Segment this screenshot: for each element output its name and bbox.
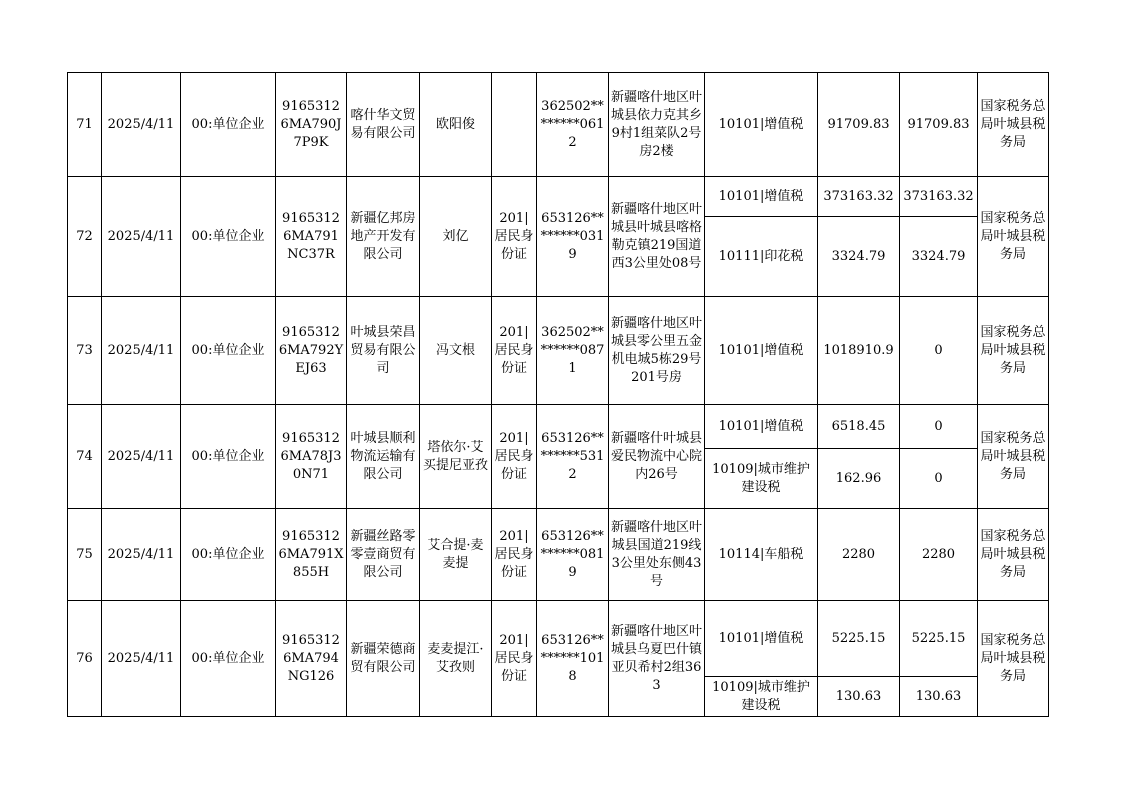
amount-unpaid-cell: 0 [900,405,978,449]
tax-arrears-table [67,72,1049,717]
row-number-cell: 76 [68,601,102,717]
amount-due-cell: 5225.15 [818,601,900,677]
address-cell: 新疆喀什地区叶城县国道219线3公里处东侧43号 [609,509,705,601]
row-number-cell: 71 [68,73,102,177]
address-cell: 新疆喀什地区叶城县叶城县喀格勒克镇219国道西3公里处08号 [609,177,705,297]
row-number-cell: 74 [68,405,102,509]
table-row [68,297,1049,405]
address-cell: 新疆喀什地区叶城县零公里五金机电城5栋29号201号房 [609,297,705,405]
amount-unpaid-cell: 2280 [900,509,978,601]
id-type-cell: 201|居民身份证 [492,177,537,297]
taxpayer-type-cell: 00:单位企业 [181,405,276,509]
date-cell: 2025/4/11 [102,177,181,297]
legal-rep-cell: 塔依尔·艾买提尼亚孜 [420,405,492,509]
credit-code-cell: 91653126MA794NG126 [276,601,347,717]
date-cell: 2025/4/11 [102,405,181,509]
amount-unpaid-cell: 130.63 [900,677,978,717]
amount-unpaid-cell: 5225.15 [900,601,978,677]
row-number-cell: 75 [68,509,102,601]
amount-due-cell: 162.96 [818,449,900,509]
taxpayer-type-cell: 00:单位企业 [181,297,276,405]
address-cell: 新疆喀什地区叶城县依力克其乡9村1组菜队2号房2楼 [609,73,705,177]
table-row [68,73,1049,177]
company-name-cell: 新疆荣德商贸有限公司 [347,601,420,717]
amount-due-cell: 3324.79 [818,217,900,297]
tax-item-cell: 10101|增值税 [705,73,818,177]
amount-unpaid-cell: 3324.79 [900,217,978,297]
credit-code-cell: 91653126MA791X855H [276,509,347,601]
legal-rep-cell: 艾合提·麦麦提 [420,509,492,601]
tax-item-cell: 10101|增值税 [705,177,818,217]
company-name-cell: 叶城县顺利物流运输有限公司 [347,405,420,509]
date-cell: 2025/4/11 [102,509,181,601]
tax-office-cell: 国家税务总局叶城县税务局 [978,601,1049,717]
id-type-cell: 201|居民身份证 [492,297,537,405]
amount-unpaid-cell: 373163.32 [900,177,978,217]
tax-office-cell: 国家税务总局叶城县税务局 [978,297,1049,405]
legal-rep-cell: 欧阳俊 [420,73,492,177]
company-name-cell: 新疆亿邦房地产开发有限公司 [347,177,420,297]
id-number-cell: 362502********0612 [537,73,609,177]
date-cell: 2025/4/11 [102,297,181,405]
row-number-cell: 73 [68,297,102,405]
table-row [68,509,1049,601]
legal-rep-cell: 麦麦提江·艾孜则 [420,601,492,717]
company-name-cell: 叶城县荣昌贸易有限公司 [347,297,420,405]
table-row [68,405,1049,449]
tax-office-cell: 国家税务总局叶城县税务局 [978,509,1049,601]
company-name-cell: 新疆丝路零零壹商贸有限公司 [347,509,420,601]
amount-due-cell: 130.63 [818,677,900,717]
tax-item-cell: 10114|车船税 [705,509,818,601]
id-number-cell: 653126********0819 [537,509,609,601]
amount-unpaid-cell: 0 [900,449,978,509]
date-cell: 2025/4/11 [102,73,181,177]
id-type-cell: 201|居民身份证 [492,601,537,717]
amount-unpaid-cell: 0 [900,297,978,405]
credit-code-cell: 91653126MA791NC37R [276,177,347,297]
tax-office-cell: 国家税务总局叶城县税务局 [978,73,1049,177]
id-number-cell: 362502********0871 [537,297,609,405]
id-number-cell: 653126********5312 [537,405,609,509]
tax-item-cell: 10109|城市维护建设税 [705,449,818,509]
amount-due-cell: 1018910.9 [818,297,900,405]
credit-code-cell: 91653126MA790J7P9K [276,73,347,177]
tax-office-cell: 国家税务总局叶城县税务局 [978,405,1049,509]
table-row [68,177,1049,217]
legal-rep-cell: 刘亿 [420,177,492,297]
taxpayer-type-cell: 00:单位企业 [181,73,276,177]
id-type-cell: 201|居民身份证 [492,405,537,509]
address-cell: 新疆喀什地区叶城县乌夏巴什镇亚贝希村2组363 [609,601,705,717]
tax-item-cell: 10101|增值税 [705,297,818,405]
id-number-cell: 653126********1018 [537,601,609,717]
tax-item-cell: 10101|增值税 [705,405,818,449]
id-type-cell [492,73,537,177]
company-name-cell: 喀什华文贸易有限公司 [347,73,420,177]
row-number-cell: 72 [68,177,102,297]
taxpayer-type-cell: 00:单位企业 [181,177,276,297]
credit-code-cell: 91653126MA78J30N71 [276,405,347,509]
credit-code-cell: 91653126MA792YEJ63 [276,297,347,405]
table-body [68,73,1049,717]
tax-item-cell: 10111|印花税 [705,217,818,297]
amount-due-cell: 373163.32 [818,177,900,217]
address-cell: 新疆喀什叶城县爱民物流中心院内26号 [609,405,705,509]
tax-office-cell: 国家税务总局叶城县税务局 [978,177,1049,297]
tax-item-cell: 10101|增值税 [705,601,818,677]
taxpayer-type-cell: 00:单位企业 [181,509,276,601]
id-number-cell: 653126********0319 [537,177,609,297]
amount-due-cell: 91709.83 [818,73,900,177]
taxpayer-type-cell: 00:单位企业 [181,601,276,717]
legal-rep-cell: 冯文根 [420,297,492,405]
table-row [68,601,1049,677]
amount-due-cell: 6518.45 [818,405,900,449]
amount-due-cell: 2280 [818,509,900,601]
id-type-cell: 201|居民身份证 [492,509,537,601]
date-cell: 2025/4/11 [102,601,181,717]
amount-unpaid-cell: 91709.83 [900,73,978,177]
tax-item-cell: 10109|城市维护建设税 [705,677,818,717]
